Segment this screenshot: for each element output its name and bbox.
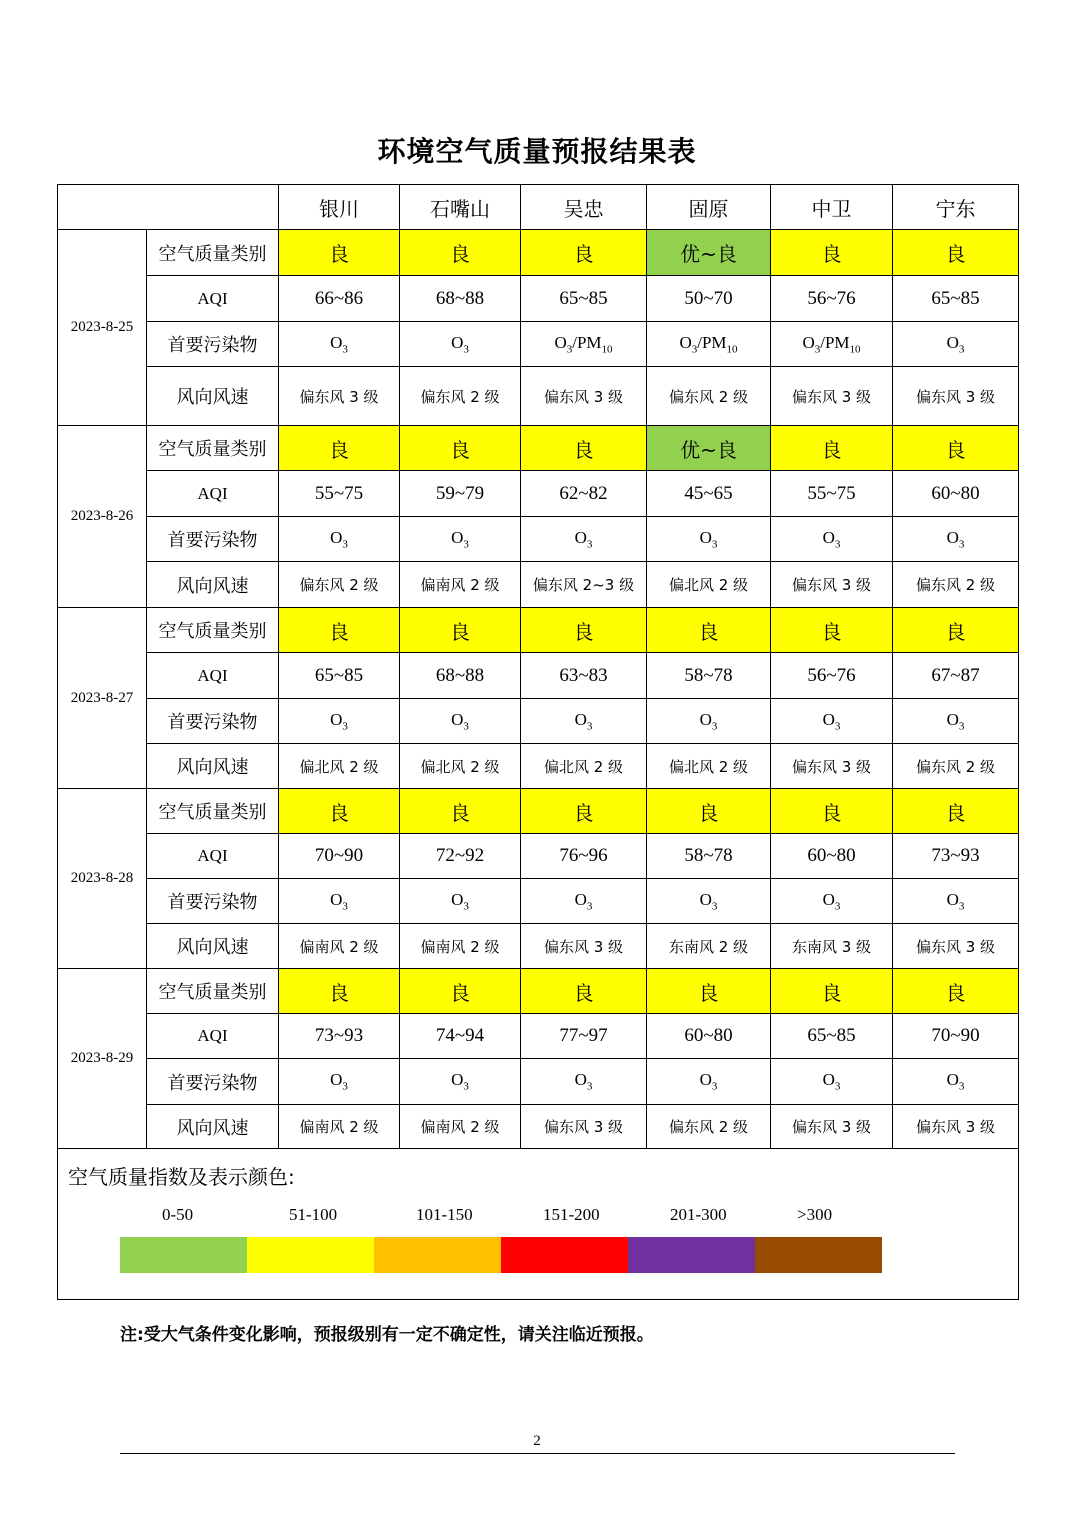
wind-cell: 偏东风 3 级 — [279, 367, 400, 426]
aqi-cell: 60~80 — [771, 834, 893, 879]
forecast-table-body — [58, 185, 1019, 1149]
row-label-aqi: AQI — [147, 1014, 279, 1059]
pollutant-cell — [771, 322, 893, 367]
pollutant-sub: 3 — [342, 538, 348, 551]
pollutant-base: O — [451, 709, 464, 729]
pollutant-sub: 3 — [834, 720, 841, 733]
pollutant-sub: 3 — [586, 900, 593, 913]
category-cell: 良 — [893, 608, 1019, 653]
pollutant-cell — [521, 699, 647, 744]
category-cell: 良 — [647, 969, 771, 1014]
day-wind-row — [58, 924, 1019, 969]
pollutant-sub: 3 — [711, 538, 718, 551]
aqi-cell: 55~75 — [771, 471, 893, 517]
category-cell: 良 — [400, 969, 521, 1014]
date-cell: 2023-8-27 — [58, 608, 147, 789]
category-cell: 良 — [521, 426, 647, 471]
pollutant-base: O — [699, 1070, 712, 1090]
pollutant-cell — [521, 517, 647, 562]
aqi-legend — [58, 1149, 1019, 1300]
pollutant-cell — [521, 879, 647, 924]
pollutant-sub: 3 — [834, 538, 841, 551]
wind-cell: 偏东风 2~3 级 — [521, 562, 647, 608]
wind-cell: 东南风 3 级 — [771, 924, 893, 969]
pollutant-cell — [647, 517, 771, 562]
wind-cell: 偏东风 3 级 — [771, 744, 893, 789]
pollutant-sub: 3 — [463, 538, 469, 551]
row-label-aqi: AQI — [147, 276, 279, 322]
pollutant-cell — [279, 699, 400, 744]
aqi-cell: 70~90 — [279, 834, 400, 879]
pollutant-base: O — [574, 1070, 587, 1090]
category-cell: 良 — [771, 426, 893, 471]
pollutant-sub: 3 — [834, 900, 841, 913]
pollutant-sub: 3 — [566, 343, 573, 356]
pollutant-sub: 3 — [958, 1080, 965, 1093]
page-number: 2 — [533, 1433, 541, 1449]
category-cell: 良 — [400, 426, 521, 471]
pollutant-sub: 3 — [958, 538, 965, 551]
wind-cell: 偏东风 3 级 — [521, 1105, 647, 1149]
city-header: 中卫 — [771, 185, 893, 230]
legend-swatch-good — [247, 1237, 374, 1273]
row-label-wind: 风向风速 — [147, 744, 279, 789]
wind-cell: 偏南风 2 级 — [279, 924, 400, 969]
wind-cell: 偏东风 2 级 — [647, 367, 771, 426]
pollutant-cell — [893, 699, 1019, 744]
pollutant-cell — [893, 879, 1019, 924]
category-cell: 良 — [647, 608, 771, 653]
category-cell: 良 — [521, 789, 647, 834]
aqi-cell: 65~85 — [279, 653, 400, 699]
pollutant-base: O — [822, 709, 835, 729]
aqi-cell: 74~94 — [400, 1014, 521, 1059]
pollutant-extra-sub: 10 — [849, 343, 861, 356]
pollutant-base: O — [330, 1070, 343, 1090]
pollutant-cell — [647, 879, 771, 924]
pollutant-extra-sub: 10 — [726, 343, 738, 356]
day-category-row — [58, 230, 1019, 276]
pollutant-cell — [400, 517, 521, 562]
page-title: 环境空气质量预报结果表 — [377, 135, 697, 168]
legend-range-label: 101-150 — [416, 1205, 473, 1224]
pollutant-sub: 3 — [586, 720, 593, 733]
pollutant-sub: 3 — [711, 1080, 718, 1093]
aqi-cell: 65~85 — [771, 1014, 893, 1059]
wind-cell: 偏南风 2 级 — [400, 924, 521, 969]
aqi-cell: 50~70 — [647, 276, 771, 322]
pollutant-cell — [400, 1059, 521, 1105]
aqi-cell: 76~96 — [521, 834, 647, 879]
legend-swatch-severe — [755, 1237, 882, 1273]
legend-color-bar — [120, 1237, 882, 1273]
category-cell: 良 — [771, 230, 893, 276]
pollutant-base: O — [330, 709, 343, 729]
row-label-aqi: AQI — [147, 834, 279, 879]
pollutant-sub: 3 — [463, 1080, 469, 1093]
forecast-table — [57, 184, 1019, 1300]
row-label-pollutant: 首要污染物 — [147, 517, 279, 562]
city-header: 固原 — [647, 185, 771, 230]
pollutant-cell — [521, 1059, 647, 1105]
day-pollutant-row — [58, 517, 1019, 562]
category-cell: 良 — [400, 230, 521, 276]
aqi-cell: 60~80 — [893, 471, 1019, 517]
pollutant-base: O — [699, 889, 712, 909]
pollutant-cell — [279, 1059, 400, 1105]
pollutant-sub: 3 — [814, 343, 821, 356]
category-cell: 良 — [893, 969, 1019, 1014]
wind-cell: 偏北风 2 级 — [400, 744, 521, 789]
aqi-cell: 58~78 — [647, 653, 771, 699]
pollutant-cell — [521, 322, 647, 367]
footer-rule — [120, 1453, 955, 1454]
wind-cell: 偏北风 2 级 — [647, 562, 771, 608]
wind-cell: 偏北风 2 级 — [647, 744, 771, 789]
wind-cell: 偏东风 3 级 — [521, 367, 647, 426]
wind-cell: 偏东风 3 级 — [893, 1105, 1019, 1149]
row-label-category: 空气质量类别 — [147, 969, 279, 1014]
aqi-cell: 56~76 — [771, 653, 893, 699]
day-wind-row — [58, 744, 1019, 789]
pollutant-base: O — [679, 332, 692, 352]
pollutant-sub: 3 — [463, 720, 469, 733]
day-wind-row — [58, 367, 1019, 426]
aqi-cell: 55~75 — [279, 471, 400, 517]
pollutant-sub: 3 — [586, 538, 593, 551]
wind-cell: 偏东风 2 级 — [893, 562, 1019, 608]
category-cell: 良 — [279, 969, 400, 1014]
row-label-category: 空气质量类别 — [147, 230, 279, 276]
row-label-wind: 风向风速 — [147, 367, 279, 426]
category-cell: 良 — [893, 789, 1019, 834]
pollutant-base: O — [946, 709, 959, 729]
aqi-cell: 45~65 — [647, 471, 771, 517]
pollutant-cell — [647, 699, 771, 744]
category-cell: 良 — [400, 608, 521, 653]
day-category-row — [58, 608, 1019, 653]
aqi-cell: 73~93 — [279, 1014, 400, 1059]
legend-range-label: 51-100 — [289, 1205, 338, 1224]
pollutant-base: O — [946, 527, 959, 547]
pollutant-base: O — [330, 889, 343, 909]
aqi-cell: 63~83 — [521, 653, 647, 699]
category-cell: 良 — [647, 789, 771, 834]
category-cell: 良 — [521, 969, 647, 1014]
pollutant-base: O — [946, 1070, 959, 1090]
forecast-note: 注:受大气条件变化影响，预报级别有一定不确定性，请关注临近预报。 — [120, 1325, 654, 1345]
day-wind-row — [58, 1105, 1019, 1149]
legend-range-label: 0-50 — [162, 1205, 194, 1224]
wind-cell: 偏东风 3 级 — [771, 367, 893, 426]
date-cell: 2023-8-26 — [58, 426, 147, 608]
city-header: 银川 — [279, 185, 400, 230]
pollutant-cell — [771, 699, 893, 744]
category-cell: 良 — [771, 608, 893, 653]
pollutant-base: O — [574, 527, 587, 547]
category-cell: 良 — [771, 789, 893, 834]
pollutant-sub: 3 — [463, 900, 469, 913]
pollutant-cell — [400, 699, 521, 744]
pollutant-base: O — [822, 527, 835, 547]
wind-cell: 偏北风 2 级 — [521, 744, 647, 789]
pollutant-cell — [647, 1059, 771, 1105]
pollutant-base: O — [451, 1070, 464, 1090]
pollutant-cell — [400, 322, 521, 367]
day-category-row — [58, 789, 1019, 834]
wind-cell: 东南风 2 级 — [647, 924, 771, 969]
aqi-cell: 66~86 — [279, 276, 400, 322]
legend-range-label: 201-300 — [670, 1205, 727, 1224]
legend-range-label: >300 — [797, 1205, 833, 1224]
day-aqi-row — [58, 1014, 1019, 1059]
pollutant-sub: 3 — [342, 343, 348, 356]
pollutant-base: O — [822, 889, 835, 909]
category-cell: 良 — [400, 789, 521, 834]
pollutant-base: O — [822, 1070, 835, 1090]
aqi-cell: 58~78 — [647, 834, 771, 879]
row-label-pollutant: 首要污染物 — [147, 699, 279, 744]
category-cell: 良 — [279, 789, 400, 834]
day-aqi-row — [58, 276, 1019, 322]
wind-cell: 偏北风 2 级 — [279, 744, 400, 789]
city-header: 吴忠 — [521, 185, 647, 230]
pollutant-sub: 3 — [958, 900, 965, 913]
pollutant-extra-sub: 10 — [601, 343, 613, 356]
row-label-category: 空气质量类别 — [147, 608, 279, 653]
day-aqi-row — [58, 471, 1019, 517]
wind-cell: 偏东风 3 级 — [771, 1105, 893, 1149]
row-label-pollutant: 首要污染物 — [147, 322, 279, 367]
aqi-cell: 70~90 — [893, 1014, 1019, 1059]
date-cell: 2023-8-29 — [58, 969, 147, 1149]
pollutant-cell — [771, 879, 893, 924]
row-label-aqi: AQI — [147, 653, 279, 699]
pollutant-cell — [279, 322, 400, 367]
wind-cell: 偏东风 2 级 — [400, 367, 521, 426]
category-cell: 良 — [521, 608, 647, 653]
pollutant-base: O — [330, 332, 343, 352]
wind-cell: 偏东风 3 级 — [771, 562, 893, 608]
day-category-row — [58, 426, 1019, 471]
aqi-cell: 68~88 — [400, 276, 521, 322]
category-cell: 良 — [893, 230, 1019, 276]
pollutant-cell — [647, 322, 771, 367]
pollutant-extra: /PM — [572, 332, 602, 352]
wind-cell: 偏东风 3 级 — [893, 367, 1019, 426]
pollutant-sub: 3 — [691, 343, 698, 356]
aqi-cell: 60~80 — [647, 1014, 771, 1059]
category-cell: 良 — [771, 969, 893, 1014]
pollutant-base: O — [699, 527, 712, 547]
category-cell: 优~良 — [647, 426, 771, 471]
legend-swatch-heavy — [628, 1237, 755, 1273]
category-cell: 优~良 — [647, 230, 771, 276]
row-label-category: 空气质量类别 — [147, 426, 279, 471]
row-label-wind: 风向风速 — [147, 924, 279, 969]
pollutant-sub: 3 — [342, 1080, 348, 1093]
aqi-cell: 72~92 — [400, 834, 521, 879]
legend-ranges — [120, 1205, 882, 1225]
wind-cell: 偏东风 3 级 — [893, 924, 1019, 969]
pollutant-cell — [400, 879, 521, 924]
legend-swatch-light — [374, 1237, 501, 1273]
day-aqi-row — [58, 834, 1019, 879]
pollutant-sub: 3 — [834, 1080, 841, 1093]
aqi-cell: 73~93 — [893, 834, 1019, 879]
wind-cell: 偏南风 2 级 — [400, 1105, 521, 1149]
wind-cell: 偏东风 2 级 — [893, 744, 1019, 789]
pollutant-cell — [893, 1059, 1019, 1105]
pollutant-sub: 3 — [711, 720, 718, 733]
category-cell: 良 — [521, 230, 647, 276]
category-cell: 良 — [279, 608, 400, 653]
pollutant-sub: 3 — [463, 343, 469, 356]
category-cell: 良 — [279, 426, 400, 471]
pollutant-sub: 3 — [342, 720, 348, 733]
row-label-aqi: AQI — [147, 471, 279, 517]
city-header: 石嘴山 — [400, 185, 521, 230]
row-label-wind: 风向风速 — [147, 562, 279, 608]
pollutant-cell — [279, 879, 400, 924]
aqi-cell: 65~85 — [521, 276, 647, 322]
aqi-cell: 65~85 — [893, 276, 1019, 322]
aqi-cell: 59~79 — [400, 471, 521, 517]
pollutant-base: O — [946, 889, 959, 909]
aqi-cell: 62~82 — [521, 471, 647, 517]
day-pollutant-row — [58, 322, 1019, 367]
row-label-wind: 风向风速 — [147, 1105, 279, 1149]
day-category-row — [58, 969, 1019, 1014]
pollutant-cell — [893, 322, 1019, 367]
wind-cell: 偏东风 3 级 — [521, 924, 647, 969]
pollutant-base: O — [330, 527, 343, 547]
pollutant-base: O — [451, 889, 464, 909]
pollutant-base: O — [451, 527, 464, 547]
pollutant-base: O — [451, 332, 464, 352]
aqi-cell: 56~76 — [771, 276, 893, 322]
pollutant-sub: 3 — [586, 1080, 593, 1093]
pollutant-cell — [893, 517, 1019, 562]
date-cell: 2023-8-28 — [58, 789, 147, 969]
pollutant-base: O — [946, 332, 959, 352]
pollutant-cell — [771, 517, 893, 562]
wind-cell: 偏南风 2 级 — [400, 562, 521, 608]
legend-swatch-moderate — [501, 1237, 628, 1273]
row-label-pollutant: 首要污染物 — [147, 1059, 279, 1105]
date-cell: 2023-8-25 — [58, 230, 147, 426]
aqi-cell: 77~97 — [521, 1014, 647, 1059]
pollutant-base: O — [554, 332, 567, 352]
wind-cell: 偏东风 2 级 — [647, 1105, 771, 1149]
city-header: 宁东 — [893, 185, 1019, 230]
pollutant-sub: 3 — [342, 900, 348, 913]
day-pollutant-row — [58, 1059, 1019, 1105]
pollutant-base: O — [574, 709, 587, 729]
day-wind-row — [58, 562, 1019, 608]
day-pollutant-row — [58, 879, 1019, 924]
pollutant-base: O — [699, 709, 712, 729]
day-aqi-row — [58, 653, 1019, 699]
category-cell: 良 — [279, 230, 400, 276]
pollutant-extra: /PM — [820, 332, 850, 352]
pollutant-base: O — [574, 889, 587, 909]
pollutant-extra: /PM — [697, 332, 727, 352]
aqi-cell: 68~88 — [400, 653, 521, 699]
legend-range-label: 151-200 — [543, 1205, 600, 1224]
aqi-cell: 67~87 — [893, 653, 1019, 699]
legend-swatch-excellent — [120, 1237, 247, 1273]
row-label-category: 空气质量类别 — [147, 789, 279, 834]
wind-cell: 偏南风 2 级 — [279, 1105, 400, 1149]
pollutant-sub: 3 — [958, 720, 965, 733]
pollutant-base: O — [802, 332, 815, 352]
city-header-row — [58, 185, 1019, 230]
pollutant-cell — [771, 1059, 893, 1105]
wind-cell: 偏东风 2 级 — [279, 562, 400, 608]
pollutant-sub: 3 — [711, 900, 718, 913]
category-cell: 良 — [893, 426, 1019, 471]
day-pollutant-row — [58, 699, 1019, 744]
pollutant-cell — [279, 517, 400, 562]
legend-title: 空气质量指数及表示颜色: — [68, 1165, 295, 1189]
pollutant-sub: 3 — [958, 343, 965, 356]
header-corner-cell — [58, 185, 279, 230]
row-label-pollutant: 首要污染物 — [147, 879, 279, 924]
